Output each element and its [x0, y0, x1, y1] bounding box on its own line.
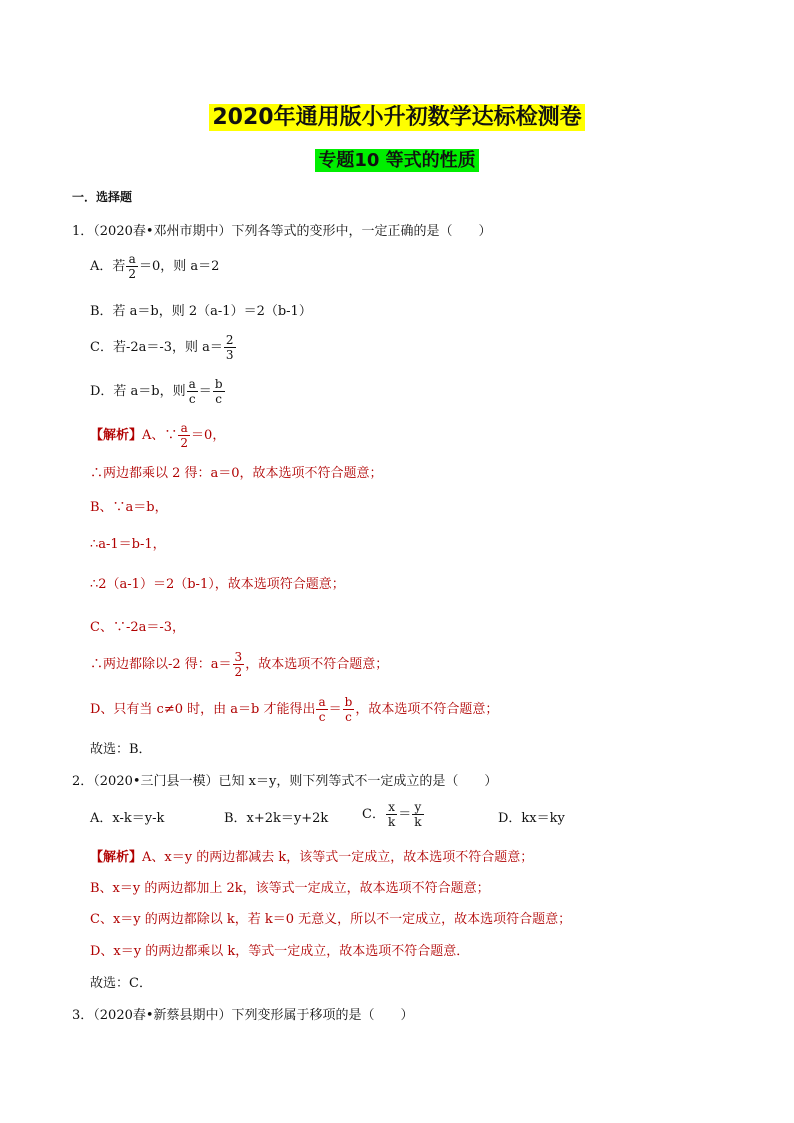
- fraction: $\frac{3}{2}$: [234, 650, 243, 679]
- q2-option-d: D．kx＝ky: [498, 811, 565, 826]
- fraction: $\frac{b}{c}$: [214, 377, 223, 406]
- q2-analysis-line-1: 【解析】A、x＝y 的两边都减去 k，该等式一定成立，故本选项不符合题意；: [90, 850, 534, 865]
- document-title: 2020年通用版小升初数学达标检测卷: [0, 100, 794, 131]
- q1-analysis-line-6: C、∵-2a＝-3，: [90, 620, 186, 635]
- q2-analysis-line-4: D、x＝y 的两边都乘以 k，等式一定成立，故本选项不符合题意．: [90, 944, 470, 959]
- q1-analysis-line-2: ∴两边都乘以 2 得：a＝0，故本选项不符合题意；: [90, 466, 383, 481]
- q1-analysis-line-7: ∴两边都除以-2 得：a＝ $\frac{3}{2}$ ，故本选项不符合题意；: [90, 650, 389, 679]
- fraction: $\frac{y}{k}$: [414, 800, 422, 829]
- question-3-stem: 3．（2020春•新蔡县期中）下列变形属于移项的是（ ）: [72, 1008, 414, 1023]
- fraction: $\frac{a}{2}$: [128, 252, 137, 281]
- q1-answer: 故选：B．: [90, 742, 152, 757]
- fraction: $\frac{a}{2}$: [180, 421, 189, 450]
- q2-answer: 故选：C．: [90, 976, 152, 991]
- q1-analysis-line-4: ∴a-1＝b-1，: [90, 537, 166, 552]
- q2-option-a: A．x-k＝y-k: [90, 811, 165, 826]
- fraction: $\frac{a}{c}$: [188, 377, 196, 406]
- q1-option-b: B．若 a＝b，则 2（a-1）＝2（b-1）: [90, 304, 312, 319]
- q2-analysis-line-2: B、x＝y 的两边都加上 2k，该等式一定成立，故本选项不符合题意；: [90, 881, 490, 896]
- section-heading: 一．选择题: [72, 190, 133, 204]
- document-subtitle: 专题10 等式的性质: [0, 146, 794, 172]
- q2-analysis-line-3: C、x＝y 的两边都除以 k，若 k＝0 无意义，所以不一定成立，故本选项符合题意；: [90, 912, 572, 927]
- fraction: $\frac{2}{3}$: [225, 333, 234, 362]
- q1-option-a: A．若 $\frac{a}{2}$ ＝0，则 a＝2: [90, 252, 220, 281]
- q1-analysis-line-8: D、只有当 c≠0 时，由 a＝b 才能得出 $\frac{a}{c}$ ＝ $\frac{b}{c}$ ，故本选项不符合题意；: [90, 695, 499, 724]
- q1-analysis-line-3: B、∵a＝b，: [90, 500, 168, 515]
- q1-option-d: D．若 a＝b，则 $\frac{a}{c}$ ＝ $\frac{b}{c}$: [90, 377, 223, 406]
- fraction: $\frac{a}{c}$: [318, 695, 326, 724]
- fraction: $\frac{b}{c}$: [344, 695, 353, 724]
- q2-option-b: B．x+2k＝y+2k: [224, 811, 329, 826]
- q2-option-c: C． $\frac{x}{k}$ ＝ $\frac{y}{k}$: [362, 800, 422, 829]
- q1-analysis-line-1: 【解析】A、∵ $\frac{a}{2}$ ＝0，: [90, 421, 226, 450]
- fraction: $\frac{x}{k}$: [387, 800, 396, 829]
- q1-option-c: C．若-2a＝-3，则 a＝ $\frac{2}{3}$: [90, 333, 234, 362]
- q2-options: [90, 800, 710, 836]
- question-2-stem: 2．（2020•三门县一模）已知 x＝y，则下列等式不一定成立的是（ ）: [72, 774, 498, 789]
- q1-analysis-line-5: ∴2（a-1）＝2（b-1），故本选项符合题意；: [90, 577, 345, 592]
- question-1-stem: 1．（2020春•邓州市期中）下列各等式的变形中，一定正确的是（ ）: [72, 224, 492, 239]
